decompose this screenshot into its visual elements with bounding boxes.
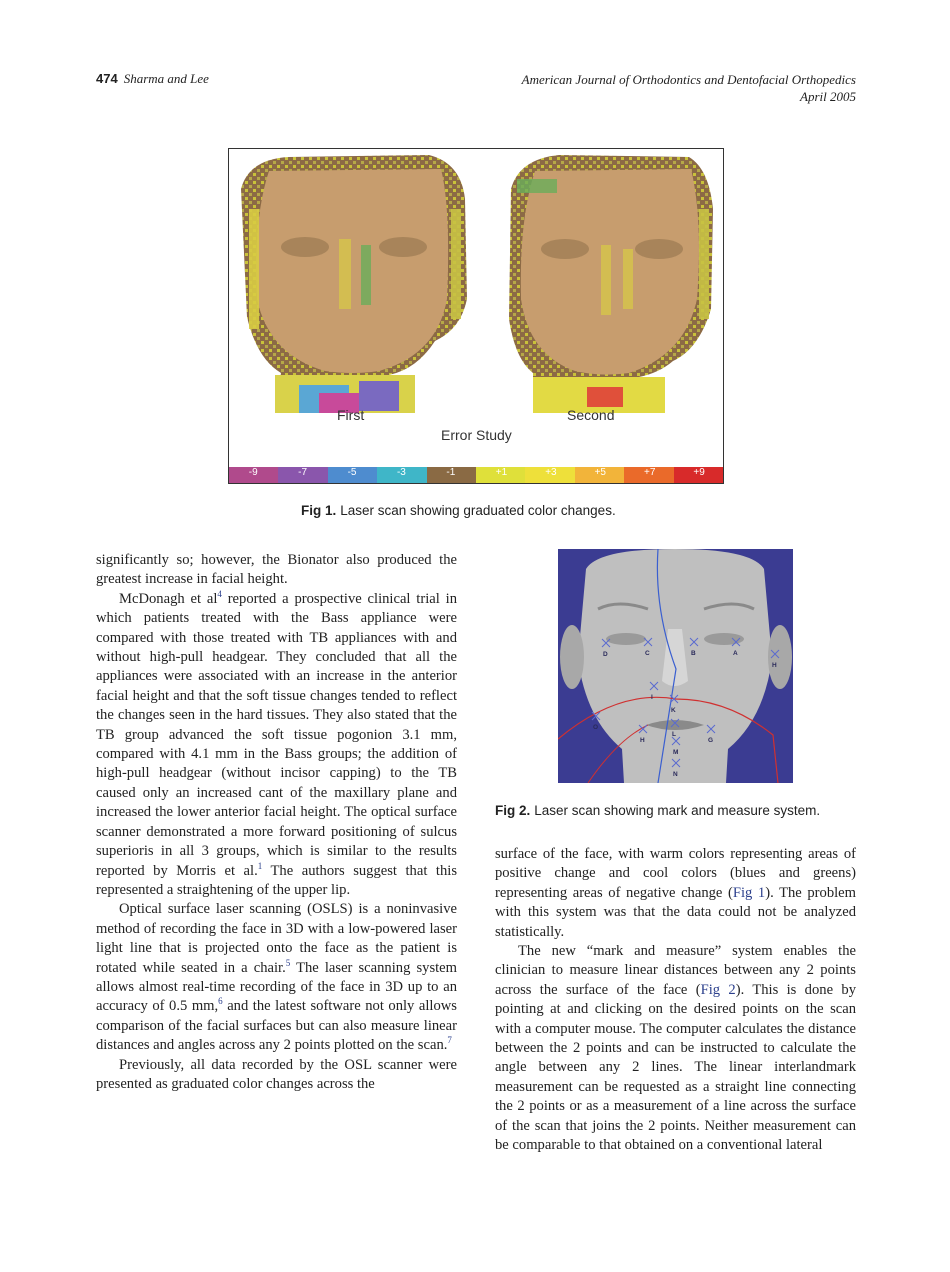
citation-link[interactable]: 7 bbox=[447, 1035, 452, 1046]
landmark-label: H bbox=[772, 662, 777, 669]
scale-tick-label: -3 bbox=[396, 467, 406, 478]
issue-date: April 2005 bbox=[800, 89, 856, 104]
scale-tick-label: +9 bbox=[693, 467, 705, 478]
scale-tick-label: +5 bbox=[594, 467, 606, 478]
color-scale-bar bbox=[229, 467, 723, 483]
figure-2-link[interactable]: Fig 2 bbox=[700, 981, 736, 998]
landmark-label: L bbox=[672, 731, 676, 738]
figure-2-caption-text: Laser scan showing mark and measure system. bbox=[534, 803, 821, 818]
scale-segment bbox=[427, 467, 476, 483]
landmark-label: A bbox=[733, 650, 738, 657]
scale-tick-label: +7 bbox=[644, 467, 656, 478]
running-header-left bbox=[96, 71, 209, 87]
first-scan-face bbox=[241, 155, 467, 413]
landmark-label: I bbox=[651, 694, 653, 701]
scale-tick-label: -9 bbox=[248, 467, 258, 478]
figure-1-caption bbox=[301, 503, 616, 518]
scale-segment bbox=[278, 467, 327, 483]
paragraph: McDonagh et $al^4$ reported a prospective clinical trial in which patients treated with the Bass appliance were compared with those treated with TB appliances with and without high-pull headgear. They concluded that all the appliances were associated with an increase in the anterior facial height and that the soft tissue changes tended to reflect the changes seen in the hard tissues. They also stated that the TB group advanced the soft tissue pogonion 3.1 mm, compared with 4.1 mm in the Bass groups; the addition of high-pull headgear (without incisor capping) to the TB caused only an increased cant of the maxillary plane and increased the lower anterior facial height. The optical surface scanner demonstrated a more forward positioning of sulcus superioris in all 3 groups, which is similar to the results reported by Morris et al.$^1$ The authors suggest that this represented a straightening of the upper lip. bbox=[96, 588, 457, 898]
figure-1-color-scan bbox=[228, 148, 724, 484]
second-scan-face bbox=[509, 155, 713, 413]
citation-link[interactable]: 6 bbox=[218, 996, 223, 1007]
figure-2-caption bbox=[495, 803, 820, 818]
scale-segment bbox=[525, 467, 574, 483]
running-header-right bbox=[522, 71, 856, 105]
scale-tick-label: +1 bbox=[495, 467, 508, 478]
scale-segment bbox=[328, 467, 377, 483]
landmark-label: O bbox=[593, 724, 599, 731]
figure-1-caption-label: Fig 1. bbox=[301, 503, 337, 518]
landmark-label: N bbox=[673, 771, 678, 778]
landmark-label: D bbox=[603, 651, 608, 658]
scale-tick-label: -1 bbox=[446, 467, 456, 478]
face-color-maps bbox=[229, 149, 723, 467]
scale-tick-label: -5 bbox=[347, 467, 357, 478]
paragraph: significantly so; however, the Bionator also produced the greatest increase in facial height. bbox=[96, 552, 457, 588]
citation-link[interactable]: 1 bbox=[257, 860, 263, 871]
first-label: First bbox=[337, 407, 365, 423]
scale-segment bbox=[674, 467, 723, 483]
paragraph: Previously, all data recorded by the OSL scanner were presented as graduated color changes across the bbox=[96, 1056, 457, 1092]
citation-link[interactable]: 4 bbox=[217, 588, 222, 599]
scale-segment bbox=[377, 467, 426, 483]
page-number: 474 bbox=[96, 71, 118, 86]
journal-title: American Journal of Orthodontics and Dentofacial Orthopedics bbox=[521, 72, 856, 87]
figure-2-caption-label: Fig 2. bbox=[495, 803, 531, 818]
figure-2-mark-measure-scan bbox=[558, 549, 793, 783]
landmark-label: H bbox=[640, 737, 645, 744]
landmark-label: B bbox=[691, 650, 696, 657]
scale-tick-label: +3 bbox=[545, 467, 557, 478]
citation-link[interactable]: 5 bbox=[285, 957, 291, 968]
landmark-label: K bbox=[671, 707, 676, 714]
mark-measure-face bbox=[558, 549, 793, 783]
error-study-label: Error Study bbox=[441, 427, 512, 443]
scale-tick-label: -7 bbox=[298, 467, 308, 478]
landmark-label: M bbox=[673, 749, 679, 756]
body-column-left bbox=[96, 551, 457, 1094]
body-column-right bbox=[495, 845, 856, 1156]
scale-segment bbox=[476, 467, 525, 483]
paragraph: Optical surface laser scanning (OSLS) is a noninvasive method of recording the face in 3D with a low-powered laser light line that is projected onto the face as the patient is rotated while seated in a chair.$^5$ The laser scanning system allows almost real-time recording of the face in 3D up to an accuracy of 0.5 mm,$^6$ and the latest software not only allows comparison of the facial surfaces but can also measure linear distances and angles across any 2 points plotted on the scan.$^7$ bbox=[96, 901, 458, 1054]
scale-segment bbox=[575, 467, 624, 483]
figure-1-link[interactable]: Fig 1 bbox=[732, 884, 766, 901]
paragraph: The new “mark and measure” system enables the clinician to measure linear distances between any 2 points across the surface of the face (Fig 2). This is done by pointing at and clicking on the desired points on the scan with a computer mouse. The computer calculates the distance between the 2 points and can be instructed to calculate the angle between any 2 lines. The linear interlandmark measurement can be requested as a straight line connecting the 2 points or as a measurement of a line across the surface of the scan that joins the 2 points. Neither measurement can be comparable to that obtained on a conventional lateral bbox=[495, 943, 856, 1154]
paragraph: surface of the face, with warm colors representing areas of positive change and cool colors (blues and greens) representing areas of negative change (Fig 1). The problem with this system was that the data could not be analyzed statistically. bbox=[495, 846, 856, 940]
landmark-label: C bbox=[645, 650, 650, 657]
figure-1-caption-text: Laser scan showing graduated color changes. bbox=[340, 503, 616, 518]
landmark-label: G bbox=[708, 737, 714, 744]
running-authors: Sharma and Lee bbox=[123, 71, 209, 86]
scale-segment bbox=[624, 467, 673, 483]
second-label: Second bbox=[567, 407, 615, 423]
scale-segment bbox=[229, 467, 278, 483]
